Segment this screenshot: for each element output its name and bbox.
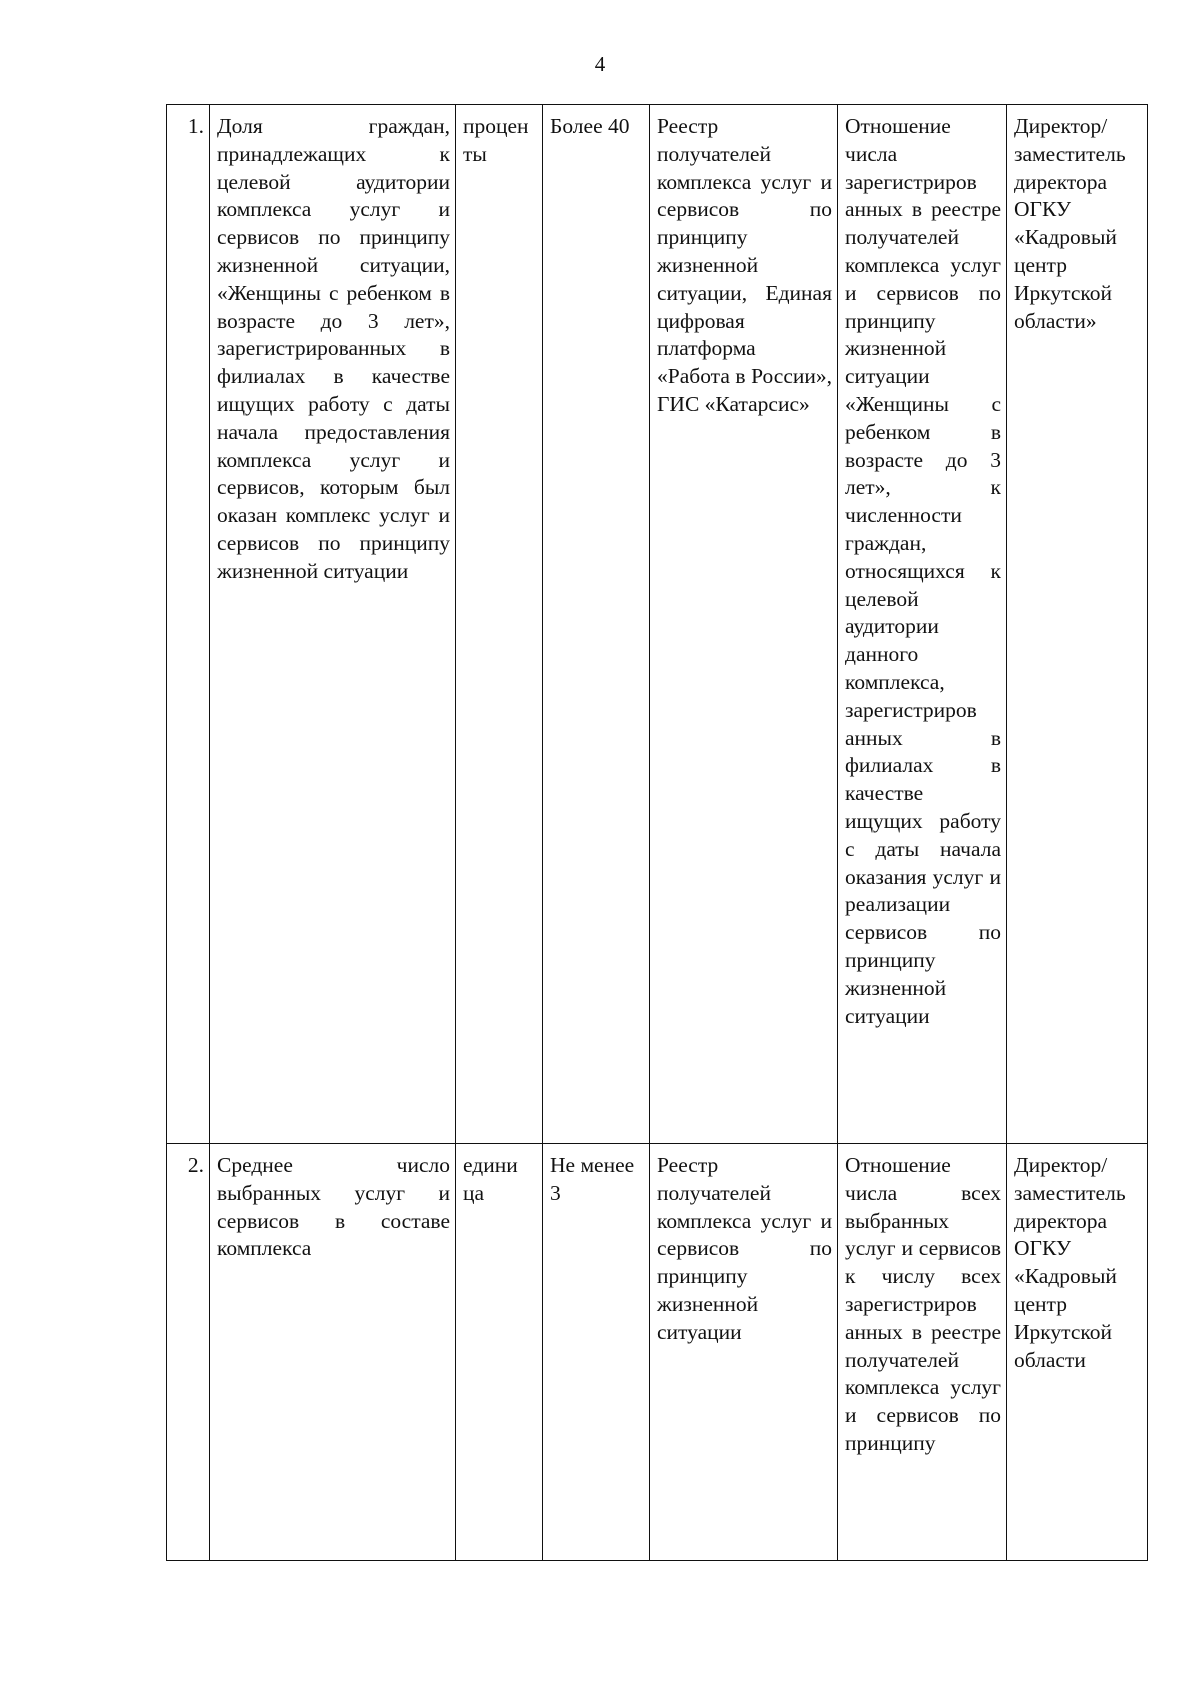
unit-of-measure: едини ца <box>456 1144 543 1561</box>
row-number: 2. <box>167 1144 210 1561</box>
target-value: Более 40 <box>543 105 650 1144</box>
data-source: Реестр получателей комплекса услуг и сервисов по принципу жизненной ситуации <box>650 1144 838 1561</box>
page-number: 4 <box>594 52 606 76</box>
table-row <box>167 1144 1148 1561</box>
indicator-name: Доля граждан, принадлежащих к целевой аудитории комплекса услуг и сервисов по принципу жизненной ситуации, «Женщины с ребенком в возрасте до 3 лет», зарегистрированных в филиалах в качестве ищущих работу с даты начала предоставления комплекса услуг и сервисов, которым был оказан комплекс услуг и сервисов по принципу жизненной ситуации <box>210 105 456 1144</box>
responsible-person: Директор/ заместитель директора ОГКУ «Кадровый центр Иркутской области <box>1007 1144 1148 1561</box>
target-value: Не менее 3 <box>543 1144 650 1561</box>
indicators-table <box>166 104 1148 1561</box>
row-number: 1. <box>167 105 210 1144</box>
indicator-name: Среднее число выбранных услуг и сервисов в составе комплекса <box>210 1144 456 1561</box>
calculation-method: Отношение числа всех выбранных услуг и сервисов к числу всех зарегистриров анных в реестре получателей комплекса услуг и сервисов по принципу <box>838 1144 1007 1561</box>
data-source: Реестр получателей комплекса услуг и сервисов по принципу жизненной ситуации, Единая цифровая платформа «Работа в России», ГИС «Катарсис» <box>650 105 838 1144</box>
table-row <box>167 105 1148 1144</box>
responsible-person: Директор/ заместитель директора ОГКУ «Кадровый центр Иркутской области» <box>1007 105 1148 1144</box>
unit-of-measure: процен ты <box>456 105 543 1144</box>
calculation-method: Отношение числа зарегистриров анных в реестре получателей комплекса услуг и сервисов по принципу жизненной ситуации «Женщины с ребенком в возрасте до 3 лет», к численности граждан, относящихся к целевой аудитории данного комплекса, зарегистриров анных в филиалах в качестве ищущих работу с даты начала оказания услуг и реализации сервисов по принципу жизненной ситуации <box>838 105 1007 1144</box>
